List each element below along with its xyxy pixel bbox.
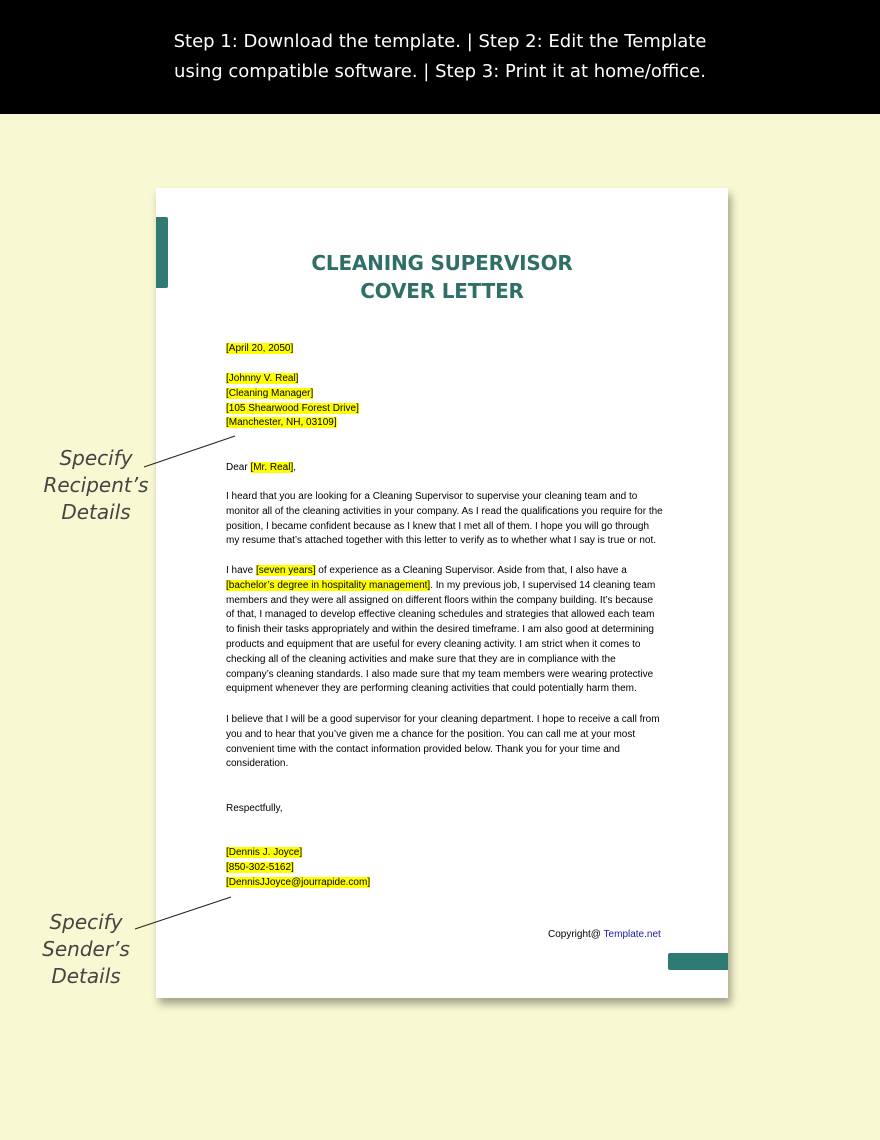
para2-text-b: of experience as a Cleaning Supervisor. Aside from that, I also have a [315,565,627,576]
degree-field: [bachelor’s degree in hospitality management] [226,579,431,591]
date-field: [April 20, 2050] [226,343,294,354]
sender-email: [DennisJJoyce@jourrapide.com] [226,876,371,888]
para2-text-a: I have [226,565,257,576]
recipient-address-1: [105 Shearwood Forest Drive] [226,402,359,414]
sender-annotation-line-1: Specify [49,910,123,934]
recipient-name: [Johnny V. Real] [226,373,299,384]
recipient-annotation-line-3: Details [61,500,131,524]
title-line-1: CLEANING SUPERVISOR [311,251,573,275]
sender-annotation-line-3: Details [51,964,121,988]
closing: Respectfully, [226,803,283,814]
paragraph-1: I heard that you are looking for a Cleaning Supervisor to supervise your cleaning team and to monitor all of the cleaning activities in your company. As I read the qualifications you require for the position, I became confident because as I knew that I met all of them. I hope you will go through my resume that’s attached together with this letter to verify as to whether what I say is true or not. [226,491,663,547]
salutation-suffix: , [293,462,297,473]
experience-years-field: [seven years] [256,565,316,576]
title-line-2: COVER LETTER [360,279,524,303]
recipient-annotation-line-2: Recipent’s [43,473,149,497]
recipient-annotation-line-1: Specify [59,446,133,470]
brand-link[interactable]: Template.net [603,929,661,940]
salutation-prefix: Dear [226,462,251,473]
recipient-title: [Cleaning Manager] [226,387,314,399]
salutation-name: [Mr. Real] [250,462,294,473]
sender-name: [Dennis J. Joyce] [226,847,303,858]
recipient-pointer-line [144,436,235,467]
banner-line-1: Step 1: Download the template. | Step 2: Edit the Template [173,31,707,52]
para2-text-c: . In my previous job, I supervised 14 cleaning team members and they were all assigned on different floors within the company building. It’s because of that, I managed to develop effective cleaning schedules and strategies that allowed each team to finish their tasks appropriately and within the desired timeframe. I am also good at determining products and equipment that are useful for every cleaning activity. I am strict when it comes to checking all of the cleaning activities and make sure that they are in compliance with the company’s cleaning standards. I also made sure that my team members were wearing protective equipment whenever they are performing cleaning activities that could potentially harm them. [226,579,656,695]
sender-annotation-line-2: Sender’s [42,937,130,961]
banner-line-2: using compatible software. | Step 3: Print it at home/office. [174,61,706,82]
sender-phone: [850-302-5162] [226,861,294,873]
paragraph-3: I believe that I will be a good supervisor for your cleaning department. I hope to receive a call from you and to hear that you’ve given me a chance for the position. You can call me at your most convenient time with the contact information provided below. Thank you for your time and consideration. [226,714,660,770]
sender-pointer-line [135,897,231,929]
copyright-prefix: Copyright@ [548,929,604,940]
recipient-address-2: [Manchester, NH, 03109] [226,417,337,429]
